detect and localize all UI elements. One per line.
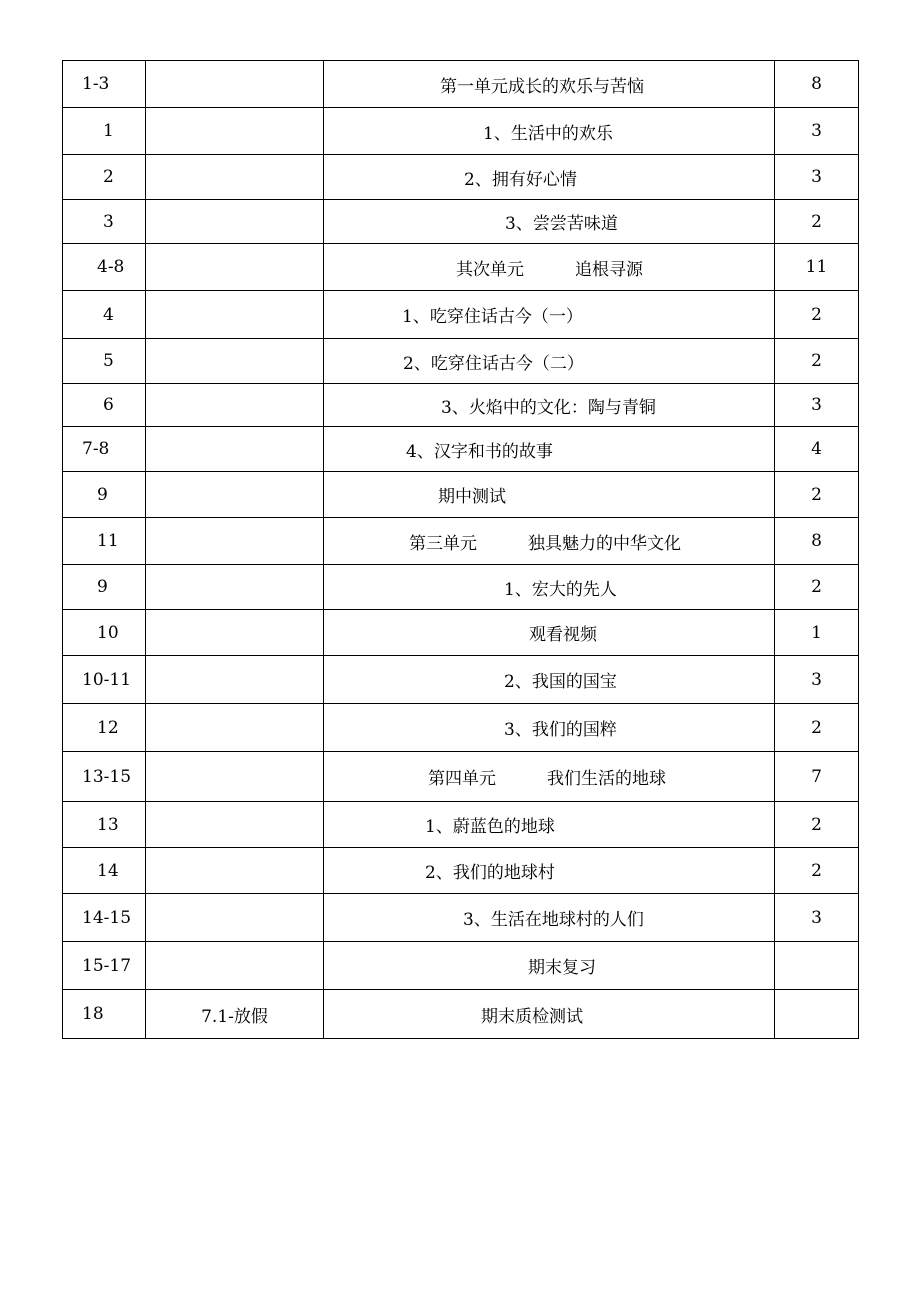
hours-cell: 2 bbox=[775, 339, 859, 384]
week-cell: 9 bbox=[63, 472, 146, 518]
table-row bbox=[63, 894, 859, 942]
hours-cell bbox=[775, 942, 859, 990]
week-cell: 5 bbox=[63, 339, 146, 384]
topic-cell: 2、我国的国宝 bbox=[324, 656, 775, 704]
date-cell bbox=[146, 610, 324, 656]
topic-cell: 3、生活在地球村的人们 bbox=[324, 894, 775, 942]
schedule-table bbox=[62, 60, 859, 1039]
hours-cell: 2 bbox=[775, 848, 859, 894]
hours-cell: 2 bbox=[775, 704, 859, 752]
week-cell: 1-3 bbox=[63, 61, 146, 108]
hours-cell: 2 bbox=[775, 802, 859, 848]
topic-cell: 1、宏大的先人 bbox=[324, 565, 775, 610]
week-cell: 6 bbox=[63, 384, 146, 427]
table-row bbox=[63, 990, 859, 1039]
topic-cell: 第一单元成长的欢乐与苦恼 bbox=[324, 61, 775, 108]
week-cell: 1 bbox=[63, 108, 146, 155]
date-cell bbox=[146, 656, 324, 704]
week-cell: 7-8 bbox=[63, 427, 146, 472]
date-cell bbox=[146, 565, 324, 610]
hours-cell: 3 bbox=[775, 656, 859, 704]
topic-cell: 其次单元 追根寻源 bbox=[324, 244, 775, 291]
table-row bbox=[63, 108, 859, 155]
week-cell: 15-17 bbox=[63, 942, 146, 990]
topic-cell: 2、拥有好心情 bbox=[324, 155, 775, 200]
week-cell: 13 bbox=[63, 802, 146, 848]
topic-cell: 2、吃穿住话古今（二） bbox=[324, 339, 775, 384]
hours-cell: 3 bbox=[775, 155, 859, 200]
date-cell bbox=[146, 291, 324, 339]
week-cell: 18 bbox=[63, 990, 146, 1039]
topic-cell: 第三单元 独具魅力的中华文化 bbox=[324, 518, 775, 565]
table-row bbox=[63, 427, 859, 472]
hours-cell: 11 bbox=[775, 244, 859, 291]
hours-cell: 4 bbox=[775, 427, 859, 472]
schedule-table-body bbox=[63, 61, 859, 1039]
date-cell bbox=[146, 704, 324, 752]
date-cell bbox=[146, 384, 324, 427]
table-row bbox=[63, 200, 859, 244]
week-cell: 10 bbox=[63, 610, 146, 656]
table-row bbox=[63, 752, 859, 802]
date-cell bbox=[146, 942, 324, 990]
topic-cell: 观看视频 bbox=[324, 610, 775, 656]
hours-cell: 2 bbox=[775, 472, 859, 518]
date-cell bbox=[146, 427, 324, 472]
topic-cell: 4、汉字和书的故事 bbox=[324, 427, 775, 472]
topic-cell: 3、尝尝苦味道 bbox=[324, 200, 775, 244]
hours-cell: 2 bbox=[775, 200, 859, 244]
table-row bbox=[63, 61, 859, 108]
topic-cell: 2、我们的地球村 bbox=[324, 848, 775, 894]
hours-cell: 7 bbox=[775, 752, 859, 802]
date-cell bbox=[146, 848, 324, 894]
hours-cell: 1 bbox=[775, 610, 859, 656]
topic-cell: 期末质检测试 bbox=[324, 990, 775, 1039]
date-cell bbox=[146, 244, 324, 291]
week-cell: 13-15 bbox=[63, 752, 146, 802]
table-row bbox=[63, 291, 859, 339]
topic-cell: 3、我们的国粹 bbox=[324, 704, 775, 752]
hours-cell: 2 bbox=[775, 565, 859, 610]
table-row bbox=[63, 565, 859, 610]
date-cell bbox=[146, 472, 324, 518]
table-row bbox=[63, 942, 859, 990]
table-row bbox=[63, 656, 859, 704]
date-cell bbox=[146, 155, 324, 200]
hours-cell: 2 bbox=[775, 291, 859, 339]
topic-cell: 期中测试 bbox=[324, 472, 775, 518]
week-cell: 2 bbox=[63, 155, 146, 200]
table-row bbox=[63, 704, 859, 752]
table-row bbox=[63, 610, 859, 656]
hours-cell: 3 bbox=[775, 108, 859, 155]
topic-cell: 3、火焰中的文化：陶与青铜 bbox=[324, 384, 775, 427]
table-row bbox=[63, 802, 859, 848]
hours-cell: 8 bbox=[775, 518, 859, 565]
table-row bbox=[63, 244, 859, 291]
date-cell bbox=[146, 200, 324, 244]
date-cell bbox=[146, 752, 324, 802]
table-row bbox=[63, 384, 859, 427]
date-cell bbox=[146, 61, 324, 108]
date-cell bbox=[146, 802, 324, 848]
hours-cell: 3 bbox=[775, 384, 859, 427]
date-cell bbox=[146, 518, 324, 565]
week-cell: 3 bbox=[63, 200, 146, 244]
date-cell bbox=[146, 339, 324, 384]
week-cell: 12 bbox=[63, 704, 146, 752]
hours-cell: 8 bbox=[775, 61, 859, 108]
topic-cell: 第四单元 我们生活的地球 bbox=[324, 752, 775, 802]
table-row bbox=[63, 518, 859, 565]
table-row bbox=[63, 848, 859, 894]
week-cell: 14 bbox=[63, 848, 146, 894]
topic-cell: 1、蔚蓝色的地球 bbox=[324, 802, 775, 848]
week-cell: 4 bbox=[63, 291, 146, 339]
table-row bbox=[63, 472, 859, 518]
table-row bbox=[63, 339, 859, 384]
week-cell: 11 bbox=[63, 518, 146, 565]
week-cell: 10-11 bbox=[63, 656, 146, 704]
hours-cell bbox=[775, 990, 859, 1039]
week-cell: 14-15 bbox=[63, 894, 146, 942]
topic-cell: 期末复习 bbox=[324, 942, 775, 990]
date-cell: 7.1-放假 bbox=[146, 990, 324, 1039]
week-cell: 4-8 bbox=[63, 244, 146, 291]
topic-cell: 1、生活中的欢乐 bbox=[324, 108, 775, 155]
date-cell bbox=[146, 108, 324, 155]
hours-cell: 3 bbox=[775, 894, 859, 942]
week-cell: 9 bbox=[63, 565, 146, 610]
topic-cell: 1、吃穿住话古今（一） bbox=[324, 291, 775, 339]
table-row bbox=[63, 155, 859, 200]
date-cell bbox=[146, 894, 324, 942]
